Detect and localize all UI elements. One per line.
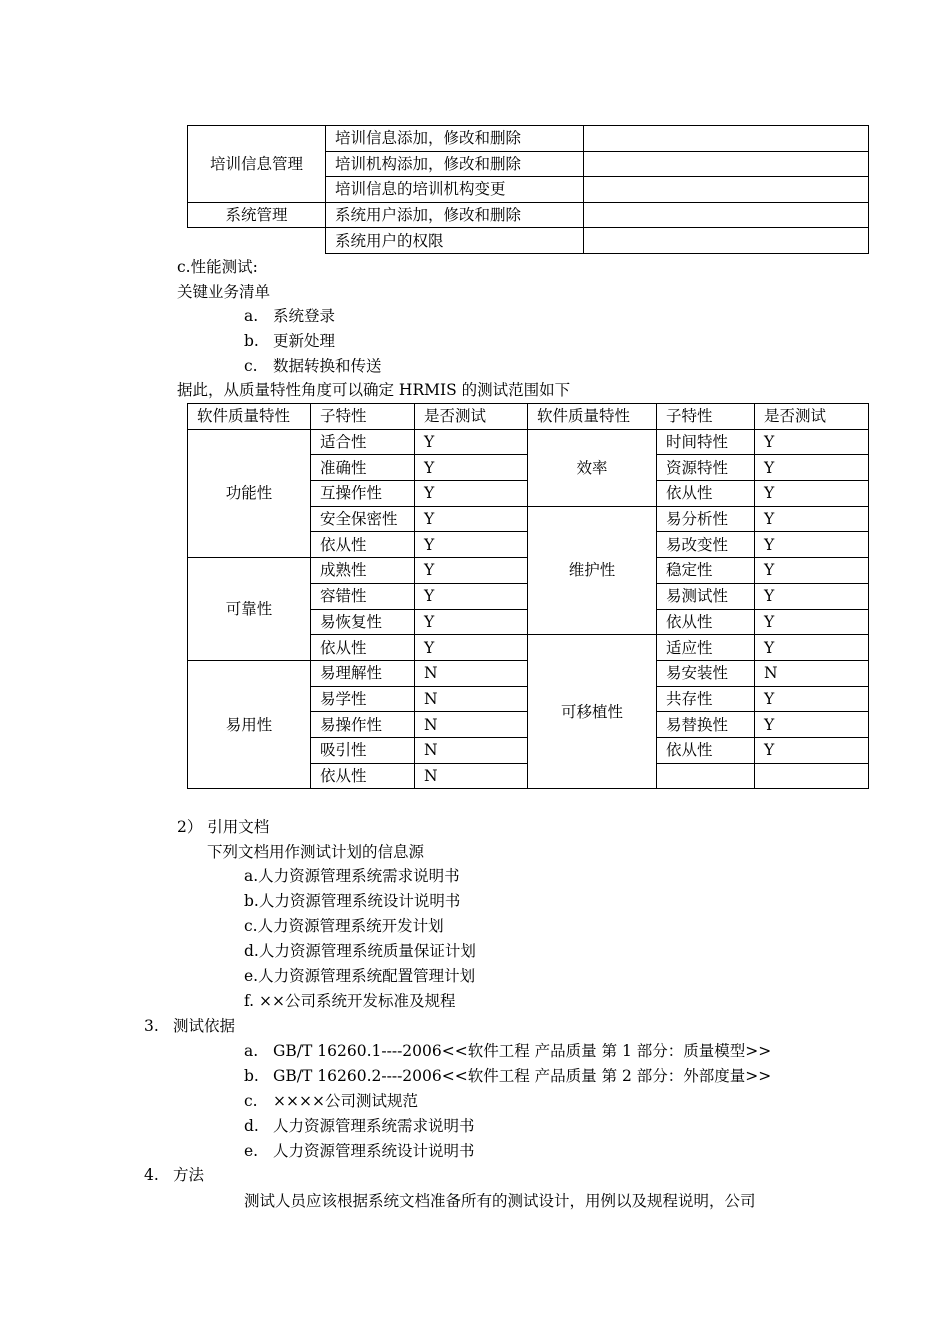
sub-characteristic-cell: 成熟性 bbox=[311, 558, 415, 584]
sub-characteristic-cell: 依从性 bbox=[657, 481, 755, 507]
references-heading: 2） 引用文档 bbox=[177, 818, 270, 836]
test-flag-cell: N bbox=[415, 763, 528, 789]
key-business-title: 关键业务清单 bbox=[177, 283, 271, 301]
test-flag-cell: Y bbox=[415, 506, 528, 532]
table-row bbox=[188, 429, 869, 455]
empty-cell bbox=[584, 202, 869, 228]
sub-characteristic-cell: 稳定性 bbox=[657, 558, 755, 584]
test-flag-cell: Y bbox=[755, 506, 869, 532]
references-intro: 下列文档用作测试计划的信息源 bbox=[207, 843, 425, 861]
reference-item: d.人力资源管理系统质量保证计划 bbox=[244, 942, 476, 960]
list-item: 更新处理 bbox=[273, 332, 336, 350]
header-cell: 软件质量特性 bbox=[188, 404, 311, 430]
quality-characteristics-table bbox=[187, 403, 869, 789]
test-flag-cell: Y bbox=[755, 583, 869, 609]
test-flag-cell: Y bbox=[415, 609, 528, 635]
characteristic-cell: 可靠性 bbox=[188, 558, 311, 661]
characteristic-cell: 效率 bbox=[528, 429, 657, 506]
test-flag-cell: Y bbox=[415, 635, 528, 661]
function-cell: 培训机构添加，修改和删除 bbox=[326, 151, 584, 177]
test-flag-cell: Y bbox=[755, 737, 869, 763]
test-flag-cell: N bbox=[415, 737, 528, 763]
method-paragraph: 测试人员应该根据系统文档准备所有的测试设计，用例以及规程说明，公司 bbox=[244, 1192, 756, 1210]
section-title: 方法 bbox=[173, 1166, 205, 1184]
test-flag-cell: Y bbox=[415, 583, 528, 609]
blank-cell bbox=[188, 228, 326, 254]
sub-characteristic-cell: 共存性 bbox=[657, 686, 755, 712]
module-function-table bbox=[187, 125, 869, 254]
function-cell: 系统用户的权限 bbox=[326, 228, 584, 254]
test-flag-cell: Y bbox=[755, 481, 869, 507]
header-cell: 是否测试 bbox=[755, 404, 869, 430]
section-title: 测试依据 bbox=[173, 1017, 236, 1035]
sub-characteristic-cell: 依从性 bbox=[311, 635, 415, 661]
list-item-marker: a. bbox=[244, 1042, 259, 1060]
characteristic-cell: 可移植性 bbox=[528, 635, 657, 789]
module-cell: 系统管理 bbox=[188, 202, 326, 228]
test-flag-cell: Y bbox=[415, 455, 528, 481]
list-item: 人力资源管理系统设计说明书 bbox=[273, 1142, 475, 1160]
sub-characteristic-cell: 依从性 bbox=[311, 763, 415, 789]
list-item-marker: b. bbox=[244, 1067, 259, 1085]
test-flag-cell: Y bbox=[755, 712, 869, 738]
scope-intro: 据此，从质量特性角度可以确定 HRMIS 的测试范围如下 bbox=[177, 381, 571, 399]
test-flag-cell: Y bbox=[755, 635, 869, 661]
test-flag-cell: Y bbox=[755, 455, 869, 481]
reference-item: b.人力资源管理系统设计说明书 bbox=[244, 892, 461, 910]
list-item-marker: e. bbox=[244, 1142, 259, 1160]
test-flag-cell: Y bbox=[755, 686, 869, 712]
empty-cell bbox=[584, 151, 869, 177]
list-item-marker: b. bbox=[244, 332, 259, 350]
test-flag-cell: Y bbox=[415, 558, 528, 584]
sub-characteristic-cell: 依从性 bbox=[657, 737, 755, 763]
header-cell: 软件质量特性 bbox=[528, 404, 657, 430]
test-flag-cell: Y bbox=[415, 481, 528, 507]
empty-cell bbox=[657, 763, 755, 789]
test-flag-cell: Y bbox=[755, 609, 869, 635]
sub-characteristic-cell: 易替换性 bbox=[657, 712, 755, 738]
empty-cell bbox=[584, 126, 869, 152]
header-cell: 是否测试 bbox=[415, 404, 528, 430]
characteristic-cell: 易用性 bbox=[188, 660, 311, 788]
sub-characteristic-cell: 易安装性 bbox=[657, 660, 755, 686]
table-header-row bbox=[188, 404, 869, 430]
test-flag-cell: Y bbox=[755, 532, 869, 558]
section-number: 3. bbox=[144, 1017, 159, 1035]
sub-characteristic-cell: 适合性 bbox=[311, 429, 415, 455]
sub-characteristic-cell: 易学性 bbox=[311, 686, 415, 712]
module-cell: 培训信息管理 bbox=[188, 126, 326, 203]
empty-cell bbox=[584, 228, 869, 254]
sub-characteristic-cell: 准确性 bbox=[311, 455, 415, 481]
sub-characteristic-cell: 易理解性 bbox=[311, 660, 415, 686]
sub-characteristic-cell: 易操作性 bbox=[311, 712, 415, 738]
header-cell: 子特性 bbox=[657, 404, 755, 430]
sub-characteristic-cell: 容错性 bbox=[311, 583, 415, 609]
list-item: ××××公司测试规范 bbox=[273, 1092, 418, 1110]
test-flag-cell: Y bbox=[415, 429, 528, 455]
test-flag-cell: Y bbox=[415, 532, 528, 558]
list-item: 数据转换和传送 bbox=[273, 357, 382, 375]
list-item: GB/T 16260.2----2006<<软件工程 产品质量 第 2 部分：外部度量>> bbox=[273, 1067, 772, 1085]
function-cell: 系统用户添加，修改和删除 bbox=[326, 202, 584, 228]
test-flag-cell: N bbox=[415, 686, 528, 712]
sub-characteristic-cell: 互操作性 bbox=[311, 481, 415, 507]
empty-cell bbox=[755, 763, 869, 789]
function-cell: 培训信息的培训机构变更 bbox=[326, 177, 584, 203]
perf-heading: c.性能测试: bbox=[177, 258, 258, 276]
sub-characteristic-cell: 易分析性 bbox=[657, 506, 755, 532]
sub-characteristic-cell: 资源特性 bbox=[657, 455, 755, 481]
reference-item: e.人力资源管理系统配置管理计划 bbox=[244, 967, 476, 985]
function-cell: 培训信息添加，修改和删除 bbox=[326, 126, 584, 152]
sub-characteristic-cell: 安全保密性 bbox=[311, 506, 415, 532]
test-flag-cell: Y bbox=[755, 429, 869, 455]
sub-characteristic-cell: 依从性 bbox=[657, 609, 755, 635]
sub-characteristic-cell: 时间特性 bbox=[657, 429, 755, 455]
sub-characteristic-cell: 易恢复性 bbox=[311, 609, 415, 635]
list-item: 人力资源管理系统需求说明书 bbox=[273, 1117, 475, 1135]
list-item-marker: c. bbox=[244, 1092, 258, 1110]
empty-cell bbox=[584, 177, 869, 203]
reference-item: f. ××公司系统开发标准及规程 bbox=[244, 992, 456, 1010]
list-item-marker: a. bbox=[244, 307, 259, 325]
test-flag-cell: N bbox=[415, 712, 528, 738]
section-number: 4. bbox=[144, 1166, 159, 1184]
characteristic-cell: 功能性 bbox=[188, 429, 311, 557]
test-flag-cell: N bbox=[415, 660, 528, 686]
reference-item: c.人力资源管理系统开发计划 bbox=[244, 917, 444, 935]
sub-characteristic-cell: 吸引性 bbox=[311, 737, 415, 763]
test-flag-cell: N bbox=[755, 660, 869, 686]
sub-characteristic-cell: 适应性 bbox=[657, 635, 755, 661]
test-flag-cell: Y bbox=[755, 558, 869, 584]
list-item: GB/T 16260.1----2006<<软件工程 产品质量 第 1 部分：质量模型>> bbox=[273, 1042, 772, 1060]
header-cell: 子特性 bbox=[311, 404, 415, 430]
reference-item: a.人力资源管理系统需求说明书 bbox=[244, 867, 460, 885]
sub-characteristic-cell: 易改变性 bbox=[657, 532, 755, 558]
characteristic-cell: 维护性 bbox=[528, 506, 657, 634]
list-item: 系统登录 bbox=[273, 307, 336, 325]
list-item-marker: d. bbox=[244, 1117, 259, 1135]
sub-characteristic-cell: 依从性 bbox=[311, 532, 415, 558]
sub-characteristic-cell: 易测试性 bbox=[657, 583, 755, 609]
list-item-marker: c. bbox=[244, 357, 258, 375]
